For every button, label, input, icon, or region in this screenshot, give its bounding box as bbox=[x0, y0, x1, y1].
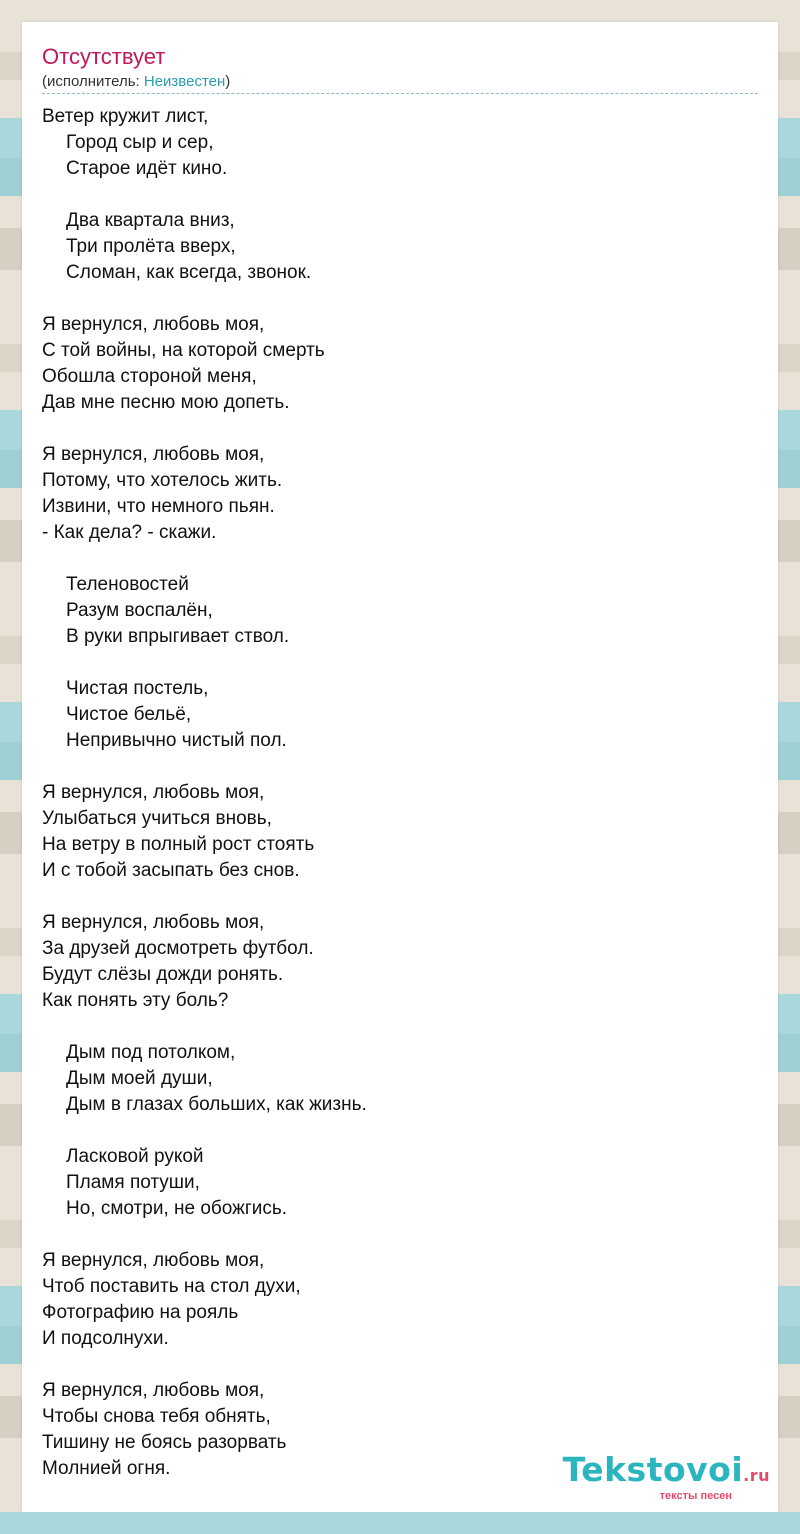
logo-tld: .ru bbox=[743, 1466, 770, 1485]
title-divider bbox=[42, 93, 758, 94]
stanza-break bbox=[42, 546, 742, 572]
logo-tagline: тексты песен bbox=[659, 1490, 732, 1502]
lyric-line: И с тобой засыпать без снов. bbox=[42, 860, 300, 881]
stanza-break bbox=[42, 182, 742, 208]
logo-name: Tekstovoi bbox=[562, 1450, 744, 1489]
lyric-line: Но, смотри, не обожгись. bbox=[66, 1198, 288, 1219]
lyric-line: На ветру в полный рост стоять bbox=[42, 834, 315, 855]
stanza-break bbox=[42, 1352, 742, 1378]
lyric-line: Молнией огня. bbox=[42, 1458, 171, 1479]
lyric-line: Дым под потолком, bbox=[66, 1042, 236, 1063]
lyric-line: Дым моей души, bbox=[66, 1068, 213, 1089]
lyric-line: Дав мне песню мою допеть. bbox=[42, 392, 290, 413]
lyric-line: Ласковой рукой bbox=[66, 1146, 204, 1167]
artist-link[interactable]: Неизвестен bbox=[143, 73, 226, 90]
artist-prefix: (исполнитель: bbox=[42, 73, 144, 90]
lyric-line: Я вернулся, любовь моя, bbox=[42, 1250, 265, 1271]
lyric-line: Потому, что хотелось жить. bbox=[42, 470, 283, 491]
lyric-line: Извини, что немного пьян. bbox=[42, 496, 275, 517]
site-logo[interactable] bbox=[560, 1452, 770, 1502]
lyric-line: Теленовостей bbox=[66, 574, 189, 595]
lyric-line: Я вернулся, любовь моя, bbox=[42, 314, 265, 335]
lyric-line: И подсолнухи. bbox=[42, 1328, 169, 1349]
song-title: Отсутствует bbox=[42, 44, 166, 69]
lyric-line: Старое идёт кино. bbox=[66, 158, 228, 179]
lyric-line: Чистая постель, bbox=[66, 678, 209, 699]
stanza-break bbox=[42, 650, 742, 676]
stanza-break bbox=[42, 416, 742, 442]
lyric-line: Сломан, как всегда, звонок. bbox=[66, 262, 312, 283]
stanza-break bbox=[42, 754, 742, 780]
lyric-line: Я вернулся, любовь моя, bbox=[42, 782, 265, 803]
lyric-line: Ветер кружит лист, bbox=[42, 106, 209, 127]
lyric-line: Три пролёта вверх, bbox=[66, 236, 236, 257]
bottom-stripe bbox=[0, 1512, 800, 1534]
lyric-line: Чтоб поставить на стол духи, bbox=[42, 1276, 301, 1297]
lyric-line: Дым в глазах больших, как жизнь. bbox=[66, 1094, 367, 1115]
lyrics-card bbox=[22, 22, 778, 1512]
lyric-line: С той войны, на которой смерть bbox=[42, 340, 325, 361]
lyric-line: Два квартала вниз, bbox=[66, 210, 235, 231]
lyric-line: Я вернулся, любовь моя, bbox=[42, 1380, 265, 1401]
lyric-line: В руки впрыгивает ствол. bbox=[66, 626, 290, 647]
stanza-break bbox=[42, 884, 742, 910]
lyric-line: Улыбаться учиться вновь, bbox=[42, 808, 272, 829]
lyric-line: Я вернулся, любовь моя, bbox=[42, 444, 265, 465]
lyric-line: Непривычно чистый пол. bbox=[66, 730, 287, 751]
artist-line bbox=[42, 73, 230, 91]
lyric-line: Я вернулся, любовь моя, bbox=[42, 912, 265, 933]
stanza-break bbox=[42, 1014, 742, 1040]
lyric-line: Как понять эту боль? bbox=[42, 990, 229, 1011]
stanza-break bbox=[42, 286, 742, 312]
logo-wordmark bbox=[560, 1452, 770, 1494]
lyrics-text bbox=[42, 104, 742, 1482]
stanza-break bbox=[42, 1222, 742, 1248]
stanza-break bbox=[42, 1118, 742, 1144]
lyric-line: Будут слёзы дожди ронять. bbox=[42, 964, 284, 985]
lyric-line: Обошла стороной меня, bbox=[42, 366, 257, 387]
lyric-line: - Как дела? - скажи. bbox=[42, 522, 217, 543]
lyric-line: Чистое бельё, bbox=[66, 704, 192, 725]
lyric-line: Пламя потуши, bbox=[66, 1172, 200, 1193]
lyric-line: Город сыр и сер, bbox=[66, 132, 214, 153]
lyric-line: За друзей досмотреть футбол. bbox=[42, 938, 314, 959]
lyric-line: Фотографию на рояль bbox=[42, 1302, 239, 1323]
lyric-line: Чтобы снова тебя обнять, bbox=[42, 1406, 271, 1427]
artist-suffix: ) bbox=[225, 73, 231, 90]
lyric-line: Разум воспалён, bbox=[66, 600, 213, 621]
lyric-line: Тишину не боясь разорвать bbox=[42, 1432, 287, 1453]
